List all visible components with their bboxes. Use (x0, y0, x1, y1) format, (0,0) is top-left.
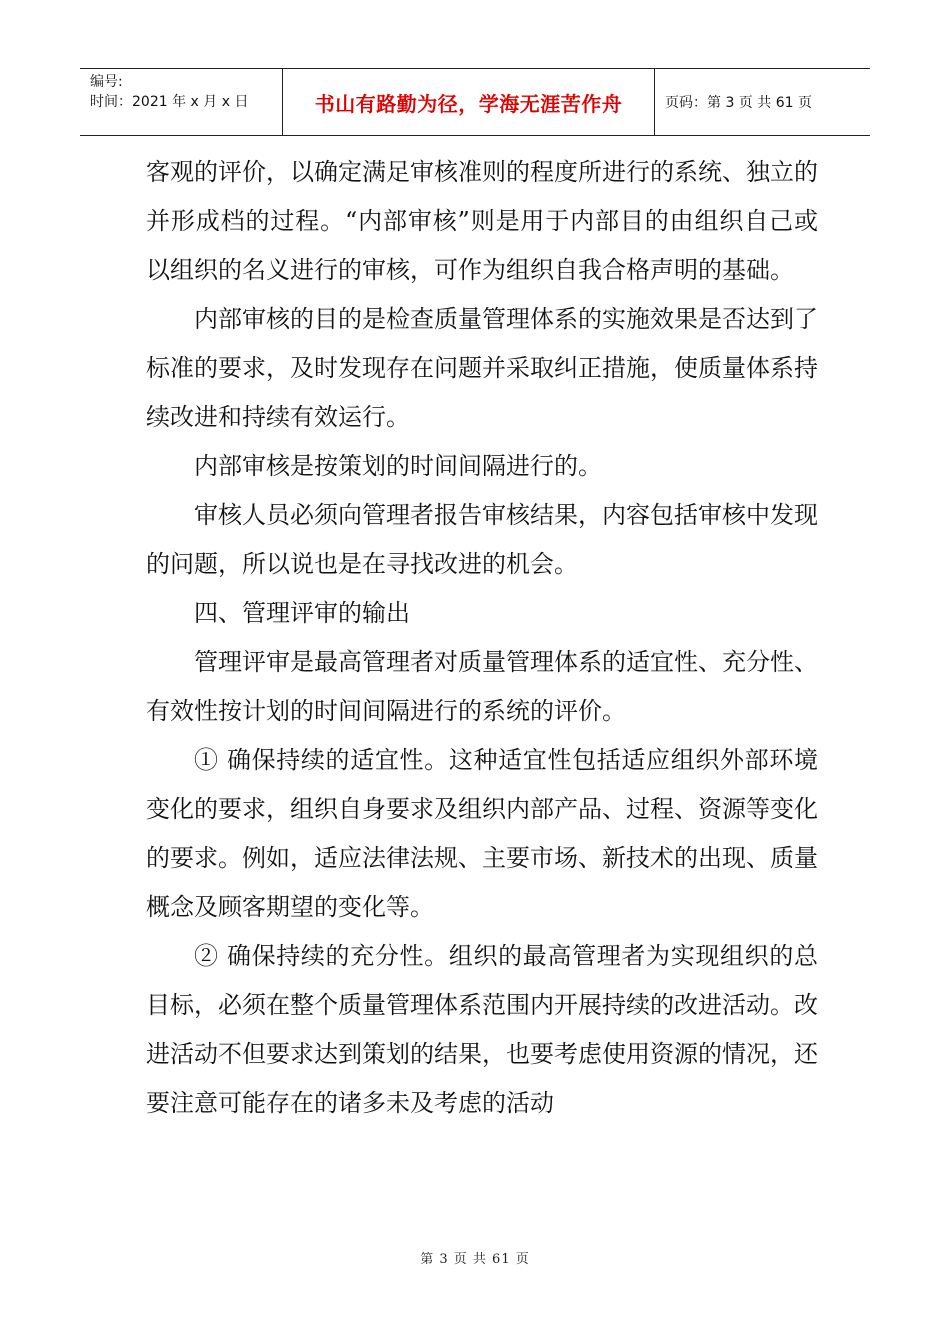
paragraph: 管理评审是最高管理者对质量管理体系的适宜性、充分性、有效性按计划的时间间隔进行的系统的评价。 (146, 648, 818, 725)
paragraph: ② 确保持续的充分性。组织的最高管理者为实现组织的总目标，必须在整个质量管理体系范围内开展持续的改进活动。改进活动不但要求达到策划的结果，也要考虑使用资源的情况，还要注意可能存在的诸多未及考虑的活动 (146, 942, 818, 1117)
section-heading: 四、管理评审的输出 (194, 599, 410, 627)
header-page-cell (655, 69, 870, 135)
paragraph: 客观的评价，以确定满足审核准则的程度所进行的系统、独立的并形成档的过程。“内部审核”则是用于内部目的由组织自己或以组织的名义进行的审核，可作为组织自我合格声明的基础。 (146, 158, 818, 284)
number-label: 编号: (90, 74, 123, 90)
document-header (80, 68, 870, 136)
page-footer (0, 1248, 950, 1267)
paragraph: ① 确保持续的适宜性。这种适宜性包括适应组织外部环境变化的要求，组织自身要求及组织内部产品、过程、资源等变化的要求。例如，适应法律法规、主要市场、新技术的出现、质量概念及顾客期望的变化等。 (146, 746, 818, 921)
paragraph: 审核人员必须向管理者报告审核结果，内容包括审核中发现的问题，所以说也是在寻找改进的机会。 (146, 501, 818, 578)
date-label: 时间：2021 年 x 月 x 日 (90, 94, 249, 110)
paragraph: 内部审核的目的是检查质量管理体系的实施效果是否达到了标准的要求，及时发现存在问题并采取纠正措施，使质量体系持续改进和持续有效运行。 (146, 305, 818, 431)
document-body (146, 148, 818, 1128)
motto-text: 书山有路勤为径，学海无涯苦作舟 (314, 91, 623, 116)
paragraph: 内部审核是按策划的时间间隔进行的。 (194, 452, 602, 480)
header-meta-cell (80, 69, 283, 135)
footer-page-number: 第 3 页 共 61 页 (420, 1252, 530, 1267)
header-motto-cell (283, 69, 655, 135)
header-page-info: 页码：第 3 页 共 61 页 (665, 95, 812, 111)
